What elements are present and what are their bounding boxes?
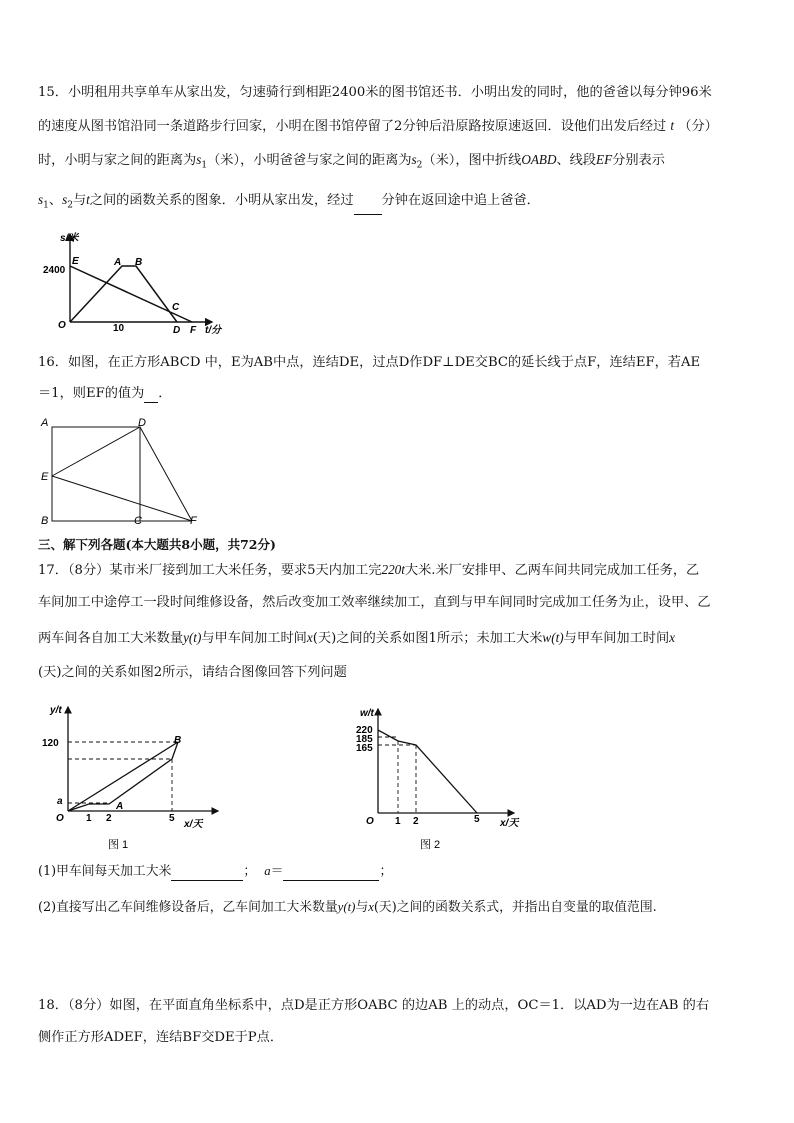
q15-line-2-unit: （分） (678, 119, 718, 134)
fig1-ylabel: y/t (50, 705, 62, 716)
fig2-y185: 185 (356, 734, 373, 745)
q16-figure (38, 413, 218, 533)
q15-line-3-b: （米），小明爸爸与家之间的距离为 (207, 153, 412, 168)
q15-s2-sub: 2 (416, 160, 423, 171)
q15-s1-sub: 1 (201, 160, 208, 171)
fig2-ylabel: w/t (360, 708, 374, 719)
q15-label-b: B (135, 257, 143, 268)
fig1-xlabel: x/天 (184, 819, 203, 830)
q15-t2: t (86, 192, 90, 207)
fig1-label-a-point: A (116, 801, 124, 812)
q17-line-1-a: 17．（8分）某市米厂接到加工大米任务，要求5天内加工完 (38, 563, 382, 578)
q15-line-3-a: 时，小明与家之间的距离为 (38, 153, 197, 168)
fig1-y120: 120 (42, 738, 59, 749)
q17-line-3 (38, 629, 675, 648)
q17-line-1 (38, 561, 699, 580)
fig2-x1: 1 (395, 816, 401, 827)
section-3-heading: 三、解下列各题(本大题共8小题，共72分) (38, 537, 276, 552)
q15-line-4-b: 与 (72, 193, 87, 208)
fig2-x5: 5 (474, 814, 480, 825)
q17-part-2-c: (天)之间的函数关系式，并指出自变量的取值范围. (373, 900, 657, 915)
q15-ef: EF (596, 152, 613, 167)
q17-line-3-d: 与甲车间加工时间 (563, 631, 670, 646)
q17-part-2-yt: y(t) (337, 900, 356, 914)
q15-line-4-a: 、 (48, 193, 63, 208)
q16-label-b: B (41, 515, 49, 527)
q15-s2: s (411, 152, 417, 167)
q17-part-1 (38, 862, 392, 881)
q16-label-e: E (41, 471, 49, 483)
q15-oabd: OABD (521, 152, 557, 167)
q17-part-2 (38, 898, 657, 917)
q15-label-c: C (172, 302, 180, 313)
q15-line-2 (38, 117, 718, 136)
q16-line-1: 16．如图，在正方形ABCD 中，E为AB中点，连结DE，过点D作DF⊥DE交BC的延长线于点F，连结EF，若AE (38, 355, 701, 370)
q15-answer-blank[interactable] (354, 200, 382, 215)
q15-line-4 (38, 191, 540, 215)
q17-part-1-var-a: a (264, 864, 271, 878)
q16-line-2-b: ． (158, 386, 172, 401)
q18-line-1: 18．（8分）如图，在平面直角坐标系中，点D是正方形OABC 的边AB 上的动点，OC＝1．以AD为一边在AB 的右 (38, 998, 710, 1013)
q16-line-de (52, 427, 140, 476)
fig2-label-o: O (366, 816, 374, 827)
fig1-label-b: B (174, 735, 182, 746)
q15-s1: s (196, 152, 202, 167)
q15-s1b: s (38, 192, 44, 207)
q17-line-1-c: 大米.米厂安排甲、乙两车间共同完成加工任务，乙 (404, 563, 700, 578)
q17-line-3-a: 两车间各自加工大米数量 (38, 631, 184, 646)
fig1-x1: 1 (86, 813, 92, 824)
q17-part-1-e: ； (379, 864, 393, 879)
q17-220t: 220t (381, 562, 405, 577)
q16-label-a: A (41, 417, 49, 429)
fig2-y165: 165 (356, 743, 373, 754)
q15-s2b-sub: 2 (67, 200, 73, 211)
q15-label-o: O (58, 320, 66, 331)
q15-xlabel: t/分 (205, 325, 222, 336)
q15-var-t: t (670, 118, 675, 133)
q15-s1b-sub: 1 (43, 200, 49, 211)
q16-line-2-a: ＝1，则EF的值为 (38, 386, 145, 401)
q18-line-2: 侧作正方形ADEF，连结BF交DE于P点． (38, 1030, 284, 1045)
q17-wt: w(t) (542, 630, 564, 645)
q15-line-4-e: 分钟在返回途中追上爸爸． (381, 193, 540, 208)
fig1-label-a-value: a (57, 796, 63, 807)
fig1-label-o: O (56, 813, 64, 824)
q16-label-f: F (190, 515, 197, 527)
q17-part-1-b: ； (243, 864, 257, 879)
q17-figure-2 (354, 703, 544, 853)
q17-x2: x (669, 630, 676, 645)
q15-line-2-text: 的速度从图书馆沿同一条道路步行回家，小明在图书馆停留了2分钟后沿原路按原速返回．设他们出发后经过 (38, 119, 667, 134)
q17-line-3-c: (天)之间的关系如图1所示；未加工大米 (312, 631, 543, 646)
q17-yt: y(t) (183, 630, 202, 645)
fig2-x2: 2 (413, 816, 419, 827)
q17-part-1-blank-1[interactable] (171, 866, 243, 881)
q17-x1: x (306, 630, 313, 645)
q17-figure-1 (38, 703, 228, 853)
q17-part-2-a: (2)直接写出乙车间维修设备后，乙车间加工大米数量 (38, 900, 338, 915)
q17-part-1-a: (1)甲车间每天加工大米 (38, 864, 172, 879)
q15-y2400: 2400 (43, 265, 66, 276)
q15-x10: 10 (113, 323, 125, 334)
fig2-y220: 220 (356, 725, 373, 736)
q15-label-f: F (190, 325, 197, 336)
fig2-xlabel: x/天 (500, 818, 519, 829)
q16-square (52, 427, 140, 521)
q17-part-1-d: ＝ (270, 864, 284, 879)
q17-part-2-b: 与 (355, 900, 369, 915)
q15-line-3-c: （米），图中折线 (422, 153, 522, 168)
fig2-caption: 图 2 (420, 839, 441, 851)
q15-s2b: s (62, 192, 68, 207)
fig1-x2: 2 (106, 813, 112, 824)
q16-label-c: C (134, 515, 142, 527)
q15-line-oabd (70, 266, 177, 322)
q15-line-3-d: 、线段 (556, 153, 597, 168)
q16-answer-blank[interactable] (144, 388, 158, 403)
q15-line-3 (38, 151, 665, 175)
fig1-caption: 图 1 (108, 839, 129, 851)
q16-line-2 (38, 385, 171, 403)
q16-label-d: D (138, 417, 146, 429)
q17-line-3-b: 与甲车间加工时间 (201, 631, 307, 646)
q15-line-1: 15．小明租用共享单车从家出发，匀速骑行到相距2400米的图书馆还书．小明出发的同时，他的爸爸以每分钟96米 (38, 85, 712, 100)
q15-line-ef (70, 266, 192, 322)
fig1-x5: 5 (169, 813, 175, 824)
q15-line-3-e: 分别表示 (612, 153, 665, 168)
fig2-line-w (378, 730, 477, 813)
q15-label-e: E (72, 256, 79, 267)
q17-part-1-blank-2[interactable] (283, 866, 379, 881)
q17-part-2-x: x (368, 900, 374, 914)
q15-ylabel: s/米 (60, 233, 79, 244)
q15-graph (40, 228, 230, 338)
q15-label-a: A (114, 257, 122, 268)
q17-line-2: 车间加工中途停工一段时间维修设备，然后改变加工效率继续加工，直到与甲车间同时完成加工任务为止，设甲、乙 (38, 595, 711, 610)
q15-line-4-d: 之间的函数关系的图象．小明从家出发，经过 (89, 193, 354, 208)
q17-line-4: (天)之间的关系如图2所示，请结合图像回答下列问题 (38, 665, 347, 680)
q15-label-d: D (173, 325, 181, 336)
